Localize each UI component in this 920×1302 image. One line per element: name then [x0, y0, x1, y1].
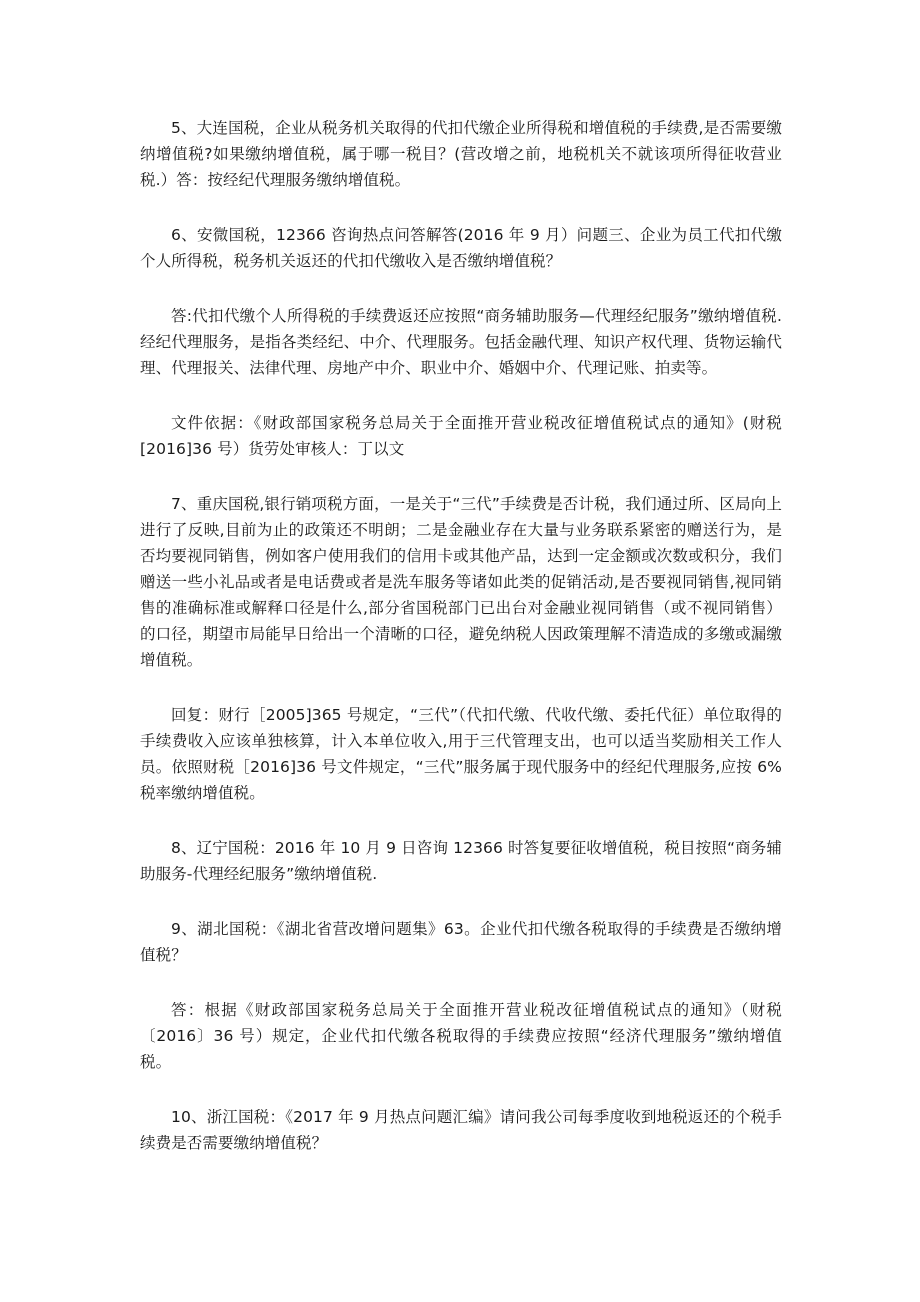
paragraph-q10-zhejiang: 10、浙江国税：《2017 年 9 月热点问题汇编》请问我公司每季度收到地税返还的个税手续费是否需要缴纳增值税？: [140, 1108, 782, 1152]
paragraph-q6-basis: 文件依据：《财政部国家税务总局关于全面推开营业税改征增值税试点的通知》(财税[2016]36 号）货劳处审核人：丁以文: [140, 414, 782, 458]
paragraph-q9-answer: 答：根据《财政部国家税务总局关于全面推开营业税改征增值税试点的通知》（财税〔2016〕36 号）规定，企业代扣代缴各税取得的手续费应按照“经济代理服务”缴纳增值税。: [140, 1001, 782, 1071]
paragraph-q9-hubei: 9、湖北国税：《湖北省营改增问题集》63。企业代扣代缴各税取得的手续费是否缴纳增值税？: [140, 920, 782, 964]
paragraph-q8-liaoning: 8、辽宁国税：2016 年 10 月 9 日咨询 12366 时答复要征收增值税，税目按照“商务辅助服务-代理经纪服务”缴纳增值税.: [140, 839, 782, 883]
paragraph-q6-anhui: 6、安微国税，12366 咨询热点问答解答(2016 年 9 月）问题三、企业为员工代扣代缴个人所得税，税务机关返还的代扣代缴收入是否缴纳增值税？: [140, 226, 782, 270]
paragraph-q6-answer: 答:代扣代缴个人所得税的手续费返还应按照“商务辅助服务—代理经纪服务”缴纳增值税.经纪代理服务，是指各类经纪、中介、代理服务。包括金融代理、知识产权代理、货物运输代理、代理报关、法律代理、房地产中介、职业中介、婚姻中介、代理记账、拍卖等。: [140, 307, 782, 377]
paragraph-q5-dalian: 5、大连国税，企业从税务机关取得的代扣代缴企业所得税和增值税的手续费,是否需要缴纳增值税?如果缴纳增值税，属于哪一税目？(营改增之前，地税机关不就该项所得征收营业税.）答：按经纪代理服务缴纳增值税。: [140, 119, 782, 189]
paragraph-q7-chongqing: 7、重庆国税,银行销项税方面，一是关于“三代”手续费是否计税，我们通过所、区局向上进行了反映,目前为止的政策还不明朗；二是金融业存在大量与业务联系紧密的赠送行为，是否均要视同销售，例如客户使用我们的信用卡或其他产品，达到一定金额或次数或积分，我们赠送一些小礼品或者是电话费或者是洗车服务等诸如此类的促销活动,是否要视同销售,视同销售的准确标准或解释口径是什么,部分省国税部门已出台对金融业视同销售（或不视同销售）的口径，期望市局能早日给出一个清晰的口径，避免纳税人因政策理解不清造成的多缴或漏缴增值税。: [140, 495, 782, 669]
paragraph-q7-reply: 回复：财行［2005]365 号规定，“三代”（代扣代缴、代收代缴、委托代征）单位取得的手续费收入应该单独核算，计入本单位收入,用于三代管理支出，也可以适当奖励相关工作人员。依照财税［2016]36 号文件规定，“三代”服务属于现代服务中的经纪代理服务,应按 6%税率缴纳增值税。: [140, 706, 782, 802]
